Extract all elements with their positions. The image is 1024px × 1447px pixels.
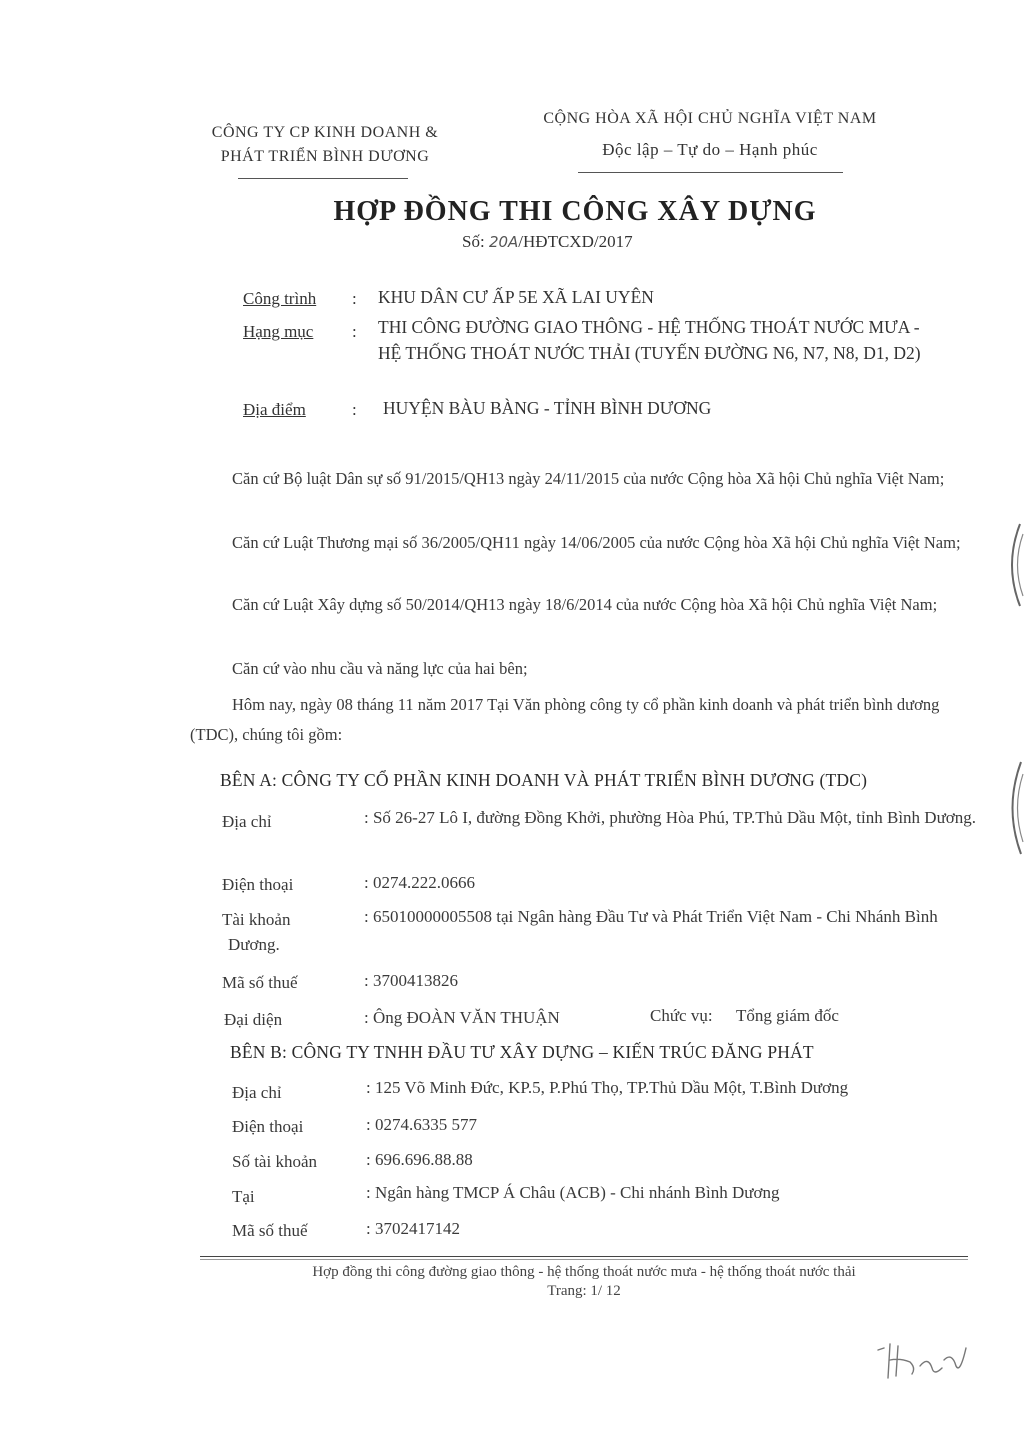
footer-block — [200, 1264, 968, 1300]
party-a-phone-label: Điện thoại — [222, 875, 294, 894]
party-a-tax-label: Mã số thuế — [222, 973, 298, 992]
motto-underline — [578, 172, 843, 173]
party-b-address: : 125 Võ Minh Đức, KP.5, P.Phú Thọ, TP.Thủ Dầu Một, T.Bình Dương — [366, 1078, 849, 1097]
project-value: KHU DÂN CƯ ẤP 5E XÃ LAI UYÊN — [378, 287, 654, 307]
location-label: Địa điểm — [243, 400, 306, 419]
party-b-bank-label: Tại — [232, 1187, 255, 1206]
contract-number — [462, 232, 633, 252]
contract-number-suffix: /HĐTCXD/2017 — [518, 232, 633, 251]
party-b-tax-label: Mã số thuế — [232, 1221, 308, 1240]
location-value: HUYỆN BÀU BÀNG - TỈNH BÌNH DƯƠNG — [383, 398, 712, 418]
party-a-position: Tổng giám đốc — [736, 1006, 839, 1025]
party-b-phone-label: Điện thoại — [232, 1117, 304, 1136]
stamp-fragment-upper — [1000, 520, 1024, 610]
party-b-account-label: Số tài khoản — [232, 1152, 317, 1171]
legal-basis-2: Căn cứ Luật Thương mại số 36/2005/QH11 ngày 14/06/2005 của nước Cộng hòa Xã hội Chủ nghĩa Việt Nam; — [232, 533, 961, 552]
company-underline — [238, 178, 408, 179]
party-b-title: BÊN B: CÔNG TY TNHH ĐẦU TƯ XÂY DỰNG – KIẾN TRÚC ĐĂNG PHÁT — [230, 1042, 814, 1062]
party-a-account-label: Tài khoản — [222, 910, 291, 929]
company-name-block — [180, 124, 470, 166]
work-item-label: Hạng mục — [243, 322, 314, 341]
work-item-colon: : — [352, 322, 357, 341]
party-b-tax: : 3702417142 — [366, 1219, 460, 1238]
legal-basis-4: Căn cứ vào nhu cầu và năng lực của hai bên; — [232, 659, 528, 678]
party-a-phone: : 0274.222.0666 — [364, 873, 475, 892]
legal-basis-1: Căn cứ Bộ luật Dân sự số 91/2015/QH13 ngày 24/11/2015 của nước Cộng hòa Xã hội Chủ nghĩa Việt Nam; — [232, 469, 945, 488]
national-motto: Độc lập – Tự do – Hạnh phúc — [602, 140, 818, 159]
footer-rule-bottom — [200, 1259, 968, 1260]
party-b-address-label: Địa chỉ — [232, 1083, 282, 1102]
document-title: HỢP ĐỒNG THI CÔNG XÂY DỰNG — [333, 196, 817, 227]
footer-page-number: Trang: 1/ 12 — [547, 1283, 621, 1299]
intro-paragraph: Hôm nay, ngày 08 tháng 11 năm 2017 Tại Văn phòng công ty cổ phần kinh doanh và phát triển bình dương (TDC), chúng tôi gồm: — [190, 695, 940, 744]
company-name-line1: CÔNG TY CP KINH DOANH & — [211, 124, 439, 141]
company-name-line2: PHÁT TRIỂN BÌNH DƯƠNG — [220, 148, 430, 165]
party-b-account: : 696.696.88.88 — [366, 1150, 473, 1169]
project-label: Công trình — [243, 289, 317, 308]
party-a-address-label: Địa chỉ — [222, 812, 272, 831]
contract-number-prefix: Số: — [462, 232, 485, 251]
party-a-title: BÊN A: CÔNG TY CỔ PHẦN KINH DOANH VÀ PHÁT TRIỂN BÌNH DƯƠNG (TDC) — [220, 770, 868, 790]
project-colon: : — [352, 289, 357, 308]
contract-number-handwritten: 20A — [488, 233, 519, 251]
work-item-value: THI CÔNG ĐƯỜNG GIAO THÔNG - HỆ THỐNG THOÁT NƯỚC MƯA - HỆ THỐNG THOÁT NƯỚC THẢI (TUYẾN ĐƯỜNG N6, N7, N8, D1, D2) — [378, 317, 921, 363]
footer-rule-top — [200, 1256, 968, 1257]
party-a-position-label: Chức vụ: — [650, 1006, 713, 1025]
party-a-rep: : Ông ĐOÀN VĂN THUẬN — [364, 1008, 560, 1027]
party-a-address: : Số 26-27 Lô I, đường Đồng Khởi, phường Hòa Phú, TP.Thủ Dầu Một, tỉnh Bình Dương. — [364, 808, 977, 827]
national-name: CỘNG HÒA XÃ HỘI CHỦ NGHĨA VIỆT NAM — [543, 110, 877, 127]
party-b-bank: : Ngân hàng TMCP Á Châu (ACB) - Chi nhánh Bình Dương — [366, 1183, 780, 1202]
initials-signature-icon — [870, 1338, 980, 1388]
party-a-rep-label: Đại diện — [224, 1010, 283, 1029]
party-a-account: : 65010000005508 tại Ngân hàng Đầu Tư và Phát Triển Việt Nam - Chi Nhánh Bình Dương. — [228, 907, 938, 954]
national-motto-block — [505, 110, 915, 160]
stamp-fragment-lower — [1000, 758, 1024, 858]
footer-doc-title: Hợp đồng thi công đường giao thông - hệ thống thoát nước mưa - hệ thống thoát nước thải — [312, 1264, 856, 1280]
location-colon: : — [352, 400, 357, 419]
party-a-tax: : 3700413826 — [364, 971, 458, 990]
party-b-phone: : 0274.6335 577 — [366, 1115, 477, 1134]
legal-basis-3: Căn cứ Luật Xây dựng số 50/2014/QH13 ngày 18/6/2014 của nước Cộng hòa Xã hội Chủ nghĩa Việt Nam; — [232, 595, 938, 614]
